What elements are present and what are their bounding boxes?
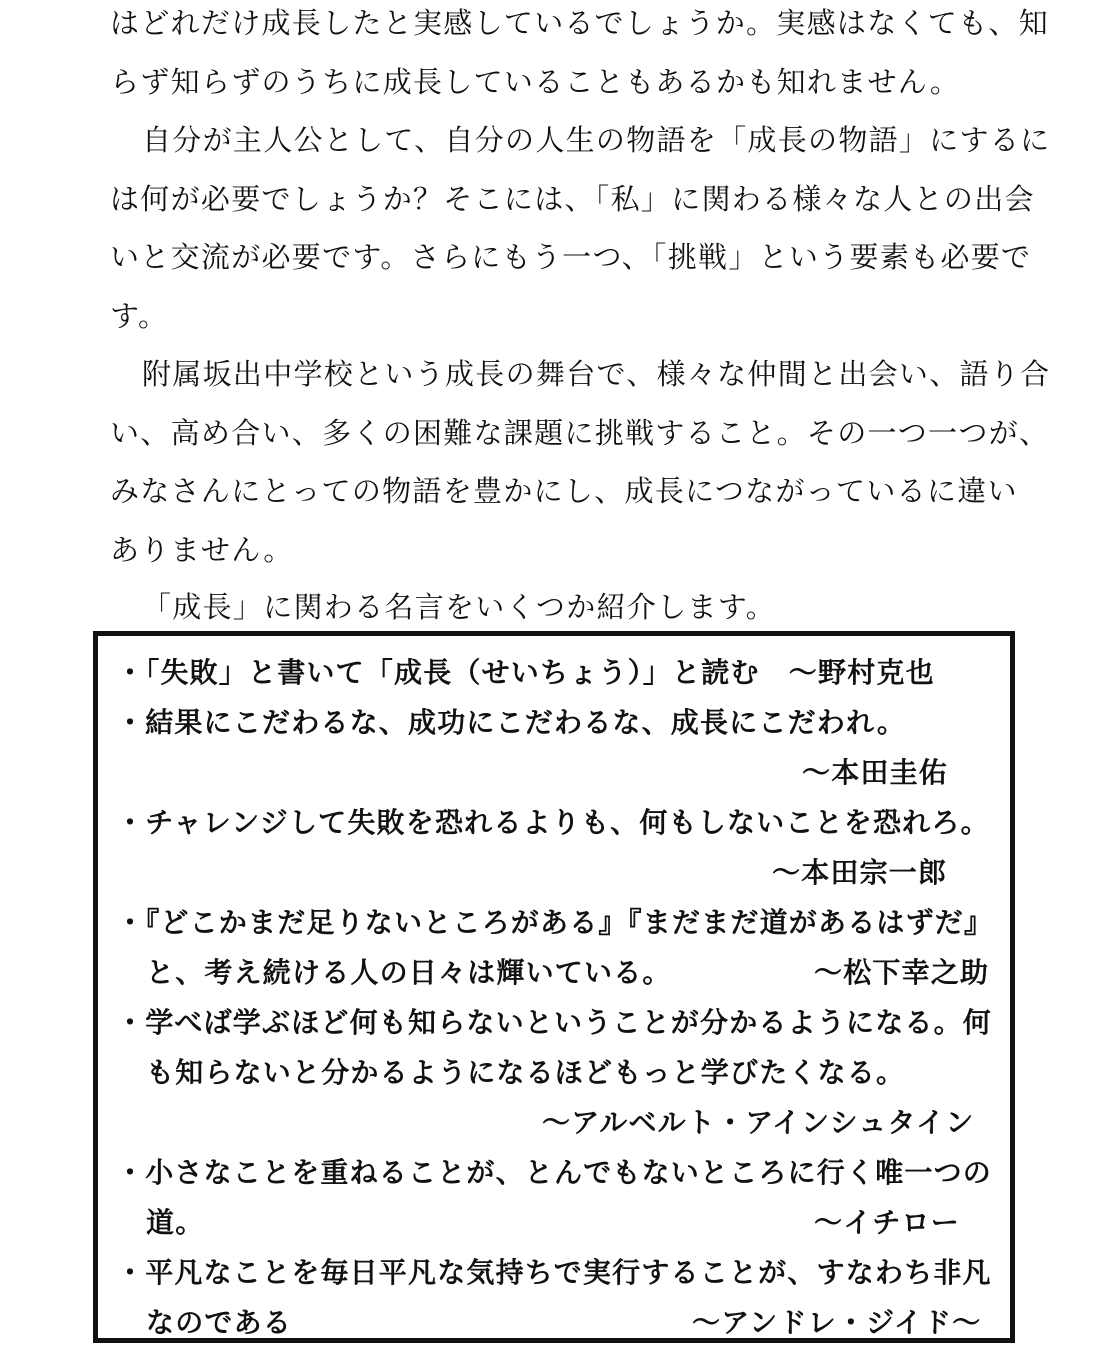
- quote-author: ～本田宗一郎: [772, 856, 948, 889]
- quote-text: と、考え続ける人の日々は輝いている。: [146, 956, 672, 989]
- quote-author-line: [116, 848, 996, 898]
- text-line: い、高め合い、多くの困難な課題に挑戦すること。その一つ一つが、: [110, 415, 1050, 450]
- quote-item: [116, 798, 996, 898]
- quote-text-line: ・平凡なことを毎日平凡な気持ちで実行することが、すなわち非凡: [116, 1256, 992, 1289]
- text-line: はどれだけ成長したと実感しているでしょうか。実感はなくても、知: [110, 6, 1050, 40]
- quote-item: [116, 648, 996, 698]
- quote-author-line: [116, 1098, 996, 1148]
- quote-text-line: ・「失敗」と書いて「成長（せいちょう）」と読む ～野村克也: [116, 656, 935, 689]
- text-line: らず知らずのうちに成長していることもあるかも知れません。: [110, 64, 961, 99]
- quote-author: ～本田圭佑: [802, 756, 949, 789]
- quote-item: [116, 698, 996, 798]
- quotes-intro: 「成長」に関わる名言をいくつか紹介します。: [142, 590, 776, 624]
- quote-author: ～松下幸之助: [814, 956, 990, 989]
- quote-text: 道。: [146, 1206, 205, 1239]
- quote-author-line: [116, 748, 996, 798]
- text-line: は何が必要でしょうか？そこには、「私」に関わる様々な人との出会: [110, 181, 1035, 216]
- quotes-box: [93, 631, 1015, 1343]
- text-line: ありません。: [110, 532, 294, 567]
- quote-text-line: ・結果にこだわるな、成功にこだわるな、成長にこだわれ。: [116, 706, 907, 739]
- quote-text-line: も知らないと分かるようになるほどもっと学びたくなる。: [146, 1056, 906, 1089]
- quote-item: [116, 998, 996, 1148]
- quote-text-line: ・学べば学ぶほど何も知らないということが分かるようになる。何: [116, 1006, 993, 1039]
- text-line: みなさんにとっての物語を豊かにし、成長につながっているに違い: [110, 474, 1018, 508]
- quote-text-line: [116, 948, 996, 998]
- quote-text-line: ・小さなことを重ねることが、とんでもないところに行く唯一つの: [116, 1156, 993, 1189]
- text-line: す。: [110, 298, 169, 333]
- quote-author: ～イチロー: [814, 1206, 961, 1239]
- quote-text-line: [116, 1298, 996, 1348]
- quote-item: [116, 898, 996, 998]
- quote-author: ～アンドレ・ジイド～: [692, 1306, 982, 1339]
- quote-text: なのである: [146, 1306, 293, 1339]
- quote-text-line: ・『どこかまだ足りないところがある』『まだまだ道があるはずだ』: [116, 906, 994, 939]
- text-line: 附属坂出中学校という成長の舞台で、様々な仲間と出会い、語り合: [142, 357, 1051, 391]
- quote-item: [116, 1148, 996, 1248]
- text-line: いと交流が必要です。さらにもう一つ、「挑戦」という要素も必要で: [110, 240, 1032, 274]
- text-line: 自分が主人公として、自分の人生の物語を「成長の物語」にするに: [142, 123, 1051, 157]
- quote-author: ～アルベルト・アインシュタイン: [542, 1106, 975, 1139]
- paragraph-2: [110, 111, 1050, 345]
- paragraph-3: [110, 345, 1050, 579]
- quotes-list: [116, 648, 996, 1348]
- paragraph-1: [110, 0, 1049, 111]
- quote-text-line: [116, 1198, 996, 1248]
- quote-item: [116, 1248, 996, 1348]
- quote-text-line: ・チャレンジして失敗を恐れるよりも、何もしないことを恐れろ。: [116, 806, 990, 839]
